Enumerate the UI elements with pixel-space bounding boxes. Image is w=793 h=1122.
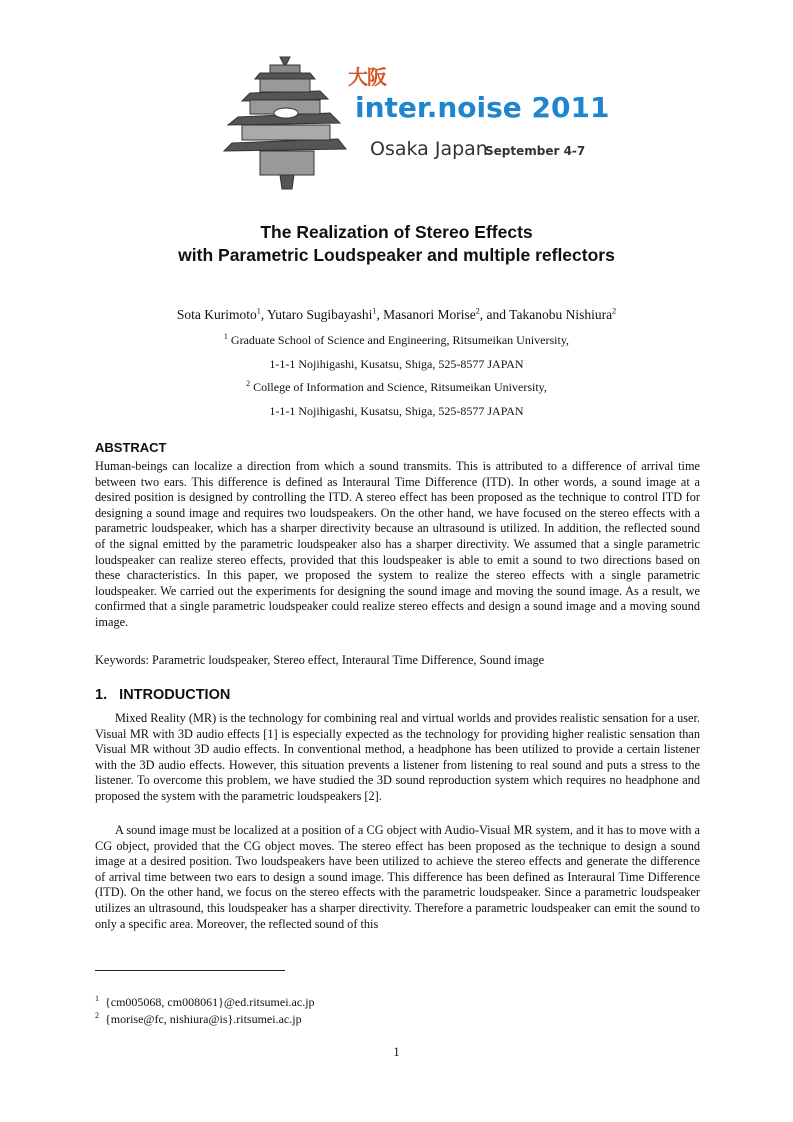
footnote-rule xyxy=(95,970,285,971)
affil-mark: 1 xyxy=(223,332,228,341)
footnote-mark: 2 xyxy=(95,1011,99,1020)
logo-title: inter.noise 2011 xyxy=(355,91,610,124)
author-name: , and Takanobu Nishiura xyxy=(479,307,613,322)
author-affil-mark: 2 xyxy=(612,306,617,316)
logo-date: September 4-7 xyxy=(485,144,586,158)
affiliation-1-address: 1-1-1 Nojihigashi, Kusatsu, Shiga, 525-8577 JAPAN xyxy=(269,357,524,371)
author-name: , Masanori Morise xyxy=(376,307,476,322)
abstract-heading: ABSTRACT xyxy=(95,440,167,455)
author-name: Sota Kurimoto xyxy=(176,307,257,322)
conference-logo xyxy=(220,55,610,190)
footnote-mark: 1 xyxy=(95,994,99,1003)
footnote-text: {morise@fc, nishiura@is}.ritsumei.ac.jp xyxy=(105,1012,302,1026)
paper-title-line-1: The Realization of Stereo Effects xyxy=(260,222,533,242)
affiliation-2-address: 1-1-1 Nojihigashi, Kusatsu, Shiga, 525-8577 JAPAN xyxy=(269,404,524,418)
affiliation-2 xyxy=(0,380,793,395)
paper-title-line-2: with Parametric Loudspeaker and multiple reflectors xyxy=(178,245,615,265)
affiliation-1 xyxy=(0,333,793,348)
logo-city: Osaka Japan xyxy=(370,138,488,160)
affil-mark: 2 xyxy=(246,379,251,388)
introduction-paragraph-1: Mixed Reality (MR) is the technology for combining real and virtual worlds and provides realistic sensation for a user. Visual MR with 3D audio effects [1] is especially expected as the technology for providing higher realistic sensation than Visual MR without 3D audio effects. In conventional method, a headphone has been utilized to provide a certain listener with the 3D audio effects. However, this situation prevents a listener from listening to real sound and puts a stress to the listener. To overcome this problem, we have studied the 3D sound reproduction system which requires no headphone and proposed the system with the parametric loudspeakers [2]. xyxy=(95,711,700,803)
affiliation-name: Graduate School of Science and Engineering, Ritsumeikan University, xyxy=(227,333,570,347)
author-affil-mark: 2 xyxy=(475,306,480,316)
author-name: , Yutaro Sugibayashi xyxy=(260,307,373,322)
keywords: Keywords: Parametric loudspeaker, Stereo effect, Interaural Time Difference, Sound image xyxy=(95,653,545,667)
footnote-text: {cm005068, cm008061}@ed.ritsumei.ac.jp xyxy=(105,995,315,1009)
page-number: 1 xyxy=(393,1045,400,1059)
footnote-1 xyxy=(95,994,315,1010)
introduction-heading: 1. INTRODUCTION xyxy=(95,687,231,703)
introduction-paragraph-2: A sound image must be localized at a position of a CG object with Audio-Visual MR system, and it has to move with a CG object, provided that the CG object moves. The stereo effect has been proposed as the technique to design a sound image at a desired position. Two loudspeakers have been utilized to achieve the stereo effects and generate the difference of arrival time between two ears to design a sound image. This difference has been defined as Interaural Time Difference (ITD). On the other hand, we focus on the stereo effects with the parametric loudspeaker. Since a parametric loudspeaker utilizes an ultrasound, this loudspeaker has a sharper directivity. Therefore a parametric loudspeaker can emit the sound to only a specific area. Moreover, the reflected sound of this xyxy=(95,823,700,931)
abstract-body: Human-beings can localize a direction from which a sound transmits. This is attributed to a difference of arrival time between two ears. This difference is defined as Interaural Time Difference (ITD). In other words, a sound image at a desired position is designed by controlling the ITD. A stereo effect has been proposed as the technique to control ITD for designing a sound image and requires two loudspeakers. On the other hand, we have focused on the stereo effects with a parametric loudspeaker, which has a sharper directivity because an ultrasound is utilized. In addition, the reflected sound of the signal emitted by the parametric loudspeaker also has a sharper directivity. We assumed that a single parametric loudspeaker can realize stereo effects, provided that this loudspeaker is able to emit a sound to two directions based on these characteristics. In this paper, we proposed the system to realize the stereo effects with a single parametric loudspeaker. We carried out the experiments for designing the sound image and moving the sound image. As a result, we confirmed that a single parametric loudspeaker could realize stereo effects and design a sound image and a moving sound image. xyxy=(95,459,700,629)
footnote-2 xyxy=(95,1011,302,1027)
logo-kanji: 大阪 xyxy=(348,65,386,89)
author-list xyxy=(0,307,793,323)
author-affil-mark: 1 xyxy=(256,306,261,316)
author-affil-mark: 1 xyxy=(372,306,377,316)
osaka-castle-icon xyxy=(220,55,350,190)
affiliation-name: College of Information and Science, Ritsumeikan University, xyxy=(250,380,547,394)
